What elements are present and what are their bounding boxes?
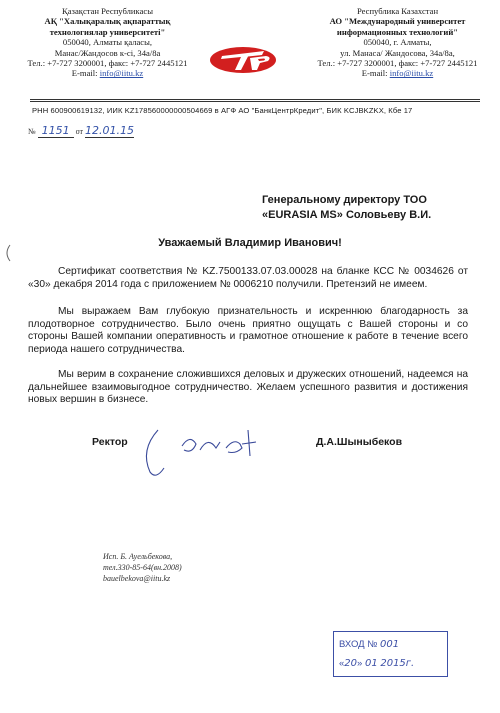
signature-title: Ректор bbox=[92, 436, 128, 448]
outgoing-number: 1151 bbox=[41, 124, 70, 137]
stamp-date-close: » bbox=[357, 658, 363, 669]
header-divider-top bbox=[30, 99, 480, 100]
header-left-email-link[interactable]: info@iitu.kz bbox=[99, 68, 144, 79]
stamp-year: 2015г. bbox=[380, 658, 415, 669]
bank-details: РНН 600900619132, ИИК KZ178560000000504669 в АГФ АО "БанкЦентрКредит", БИК KCJBKZKX, Кбе 17 bbox=[32, 106, 413, 115]
incoming-stamp bbox=[333, 631, 448, 677]
greeting: Уважаемый Владимир Иванович! bbox=[158, 237, 342, 249]
stamp-label: ВХОД № bbox=[339, 639, 378, 650]
header-left-email-label: E-mail: bbox=[71, 68, 98, 79]
header-left-kazakh bbox=[20, 6, 195, 79]
header-left-email-row bbox=[20, 68, 195, 78]
outgoing-number-line bbox=[28, 124, 134, 138]
executor-name: Исп. Б. Ауельбекова, bbox=[103, 552, 173, 561]
body-paragraph-3: Мы верим в сохранение сложившихся деловых и дружеских отношений, надеемся на дальнейшее взаимовыгодное сотрудничество. Желаем успешного развития и достижения новых вершин в бизнесе. bbox=[28, 369, 468, 406]
header-right-email-row bbox=[305, 68, 490, 78]
stamp-date-row bbox=[339, 654, 442, 673]
addressee-line2: «EURASIA MS» Соловьеву В.И. bbox=[262, 209, 432, 221]
header-left-street: Манас/Жандосов к-сі, 34а/8а bbox=[54, 47, 161, 58]
stamp-number: 001 bbox=[380, 639, 400, 650]
stamp-day: 20 bbox=[344, 658, 358, 669]
header-divider-bottom bbox=[30, 101, 480, 102]
header-right-phone: Тел.: +7-727 3200001, факс: +7-727 2445121 bbox=[317, 58, 478, 69]
header-right-city: 050040, г. Алматы, bbox=[363, 37, 432, 48]
stamp-date-open: « bbox=[339, 658, 345, 669]
outgoing-from-label: от bbox=[75, 127, 84, 136]
stamp-number-row bbox=[339, 635, 442, 654]
header-right-country: Республика Казахстан bbox=[356, 6, 439, 16]
header-left-phone: Тел.: +7-727 3200001, факс: +7-727 2445121 bbox=[27, 58, 188, 69]
header-right-street: ул. Манаса/ Жандосова, 34а/8а, bbox=[340, 47, 455, 58]
body-paragraph-2: Мы выражаем Вам глубокую признательность и искреннюю благодарность за плодотворное сотрудничество. Было очень приятно ощущать с Вашей стороны и со стороны Вашей компании оперативность и грамотное отношение к работе в течение всего периода нашего сотрудничества. bbox=[28, 306, 468, 355]
header-right-email-label: E-mail: bbox=[361, 68, 388, 79]
signature-name: Д.А.Шыныбеков bbox=[316, 436, 403, 448]
header-left-org-line1: АҚ "Халықаралық ақпараттық bbox=[44, 16, 171, 27]
header-left-org-line2: технологиялар университеті" bbox=[49, 26, 166, 37]
university-logo bbox=[208, 45, 278, 75]
executor-email: bauelbekova@iitu.kz bbox=[103, 574, 171, 584]
executor-block bbox=[103, 551, 182, 585]
header-right-russian bbox=[305, 6, 490, 79]
body-paragraph-1: Сертификат соответствия № KZ.7500133.07.03.00028 на бланке КСС № 0034626 от «30» декабря 2014 года с приложением № 0006210 получили. Претензий не имеем. bbox=[28, 266, 468, 290]
stamp-month: 01 bbox=[364, 658, 378, 669]
header-left-country: Қазақстан Республикасы bbox=[62, 6, 153, 16]
header-right-org-line2: информационных технологий" bbox=[336, 26, 459, 37]
header-right-email-link[interactable]: info@iitu.kz bbox=[389, 68, 434, 79]
addressee-block bbox=[262, 193, 431, 223]
handwritten-signature bbox=[130, 410, 290, 480]
addressee-line1: Генеральному директору ТОО bbox=[262, 194, 427, 206]
header-right-org-line1: АО "Международный университет bbox=[329, 16, 466, 27]
outgoing-no-label: № bbox=[28, 127, 36, 136]
header-left-city: 050040, Алматы қаласы, bbox=[62, 37, 153, 48]
outgoing-date: 12.01.15 bbox=[85, 124, 135, 137]
executor-phone: тел.330-85-64(вн.2008) bbox=[103, 563, 182, 573]
